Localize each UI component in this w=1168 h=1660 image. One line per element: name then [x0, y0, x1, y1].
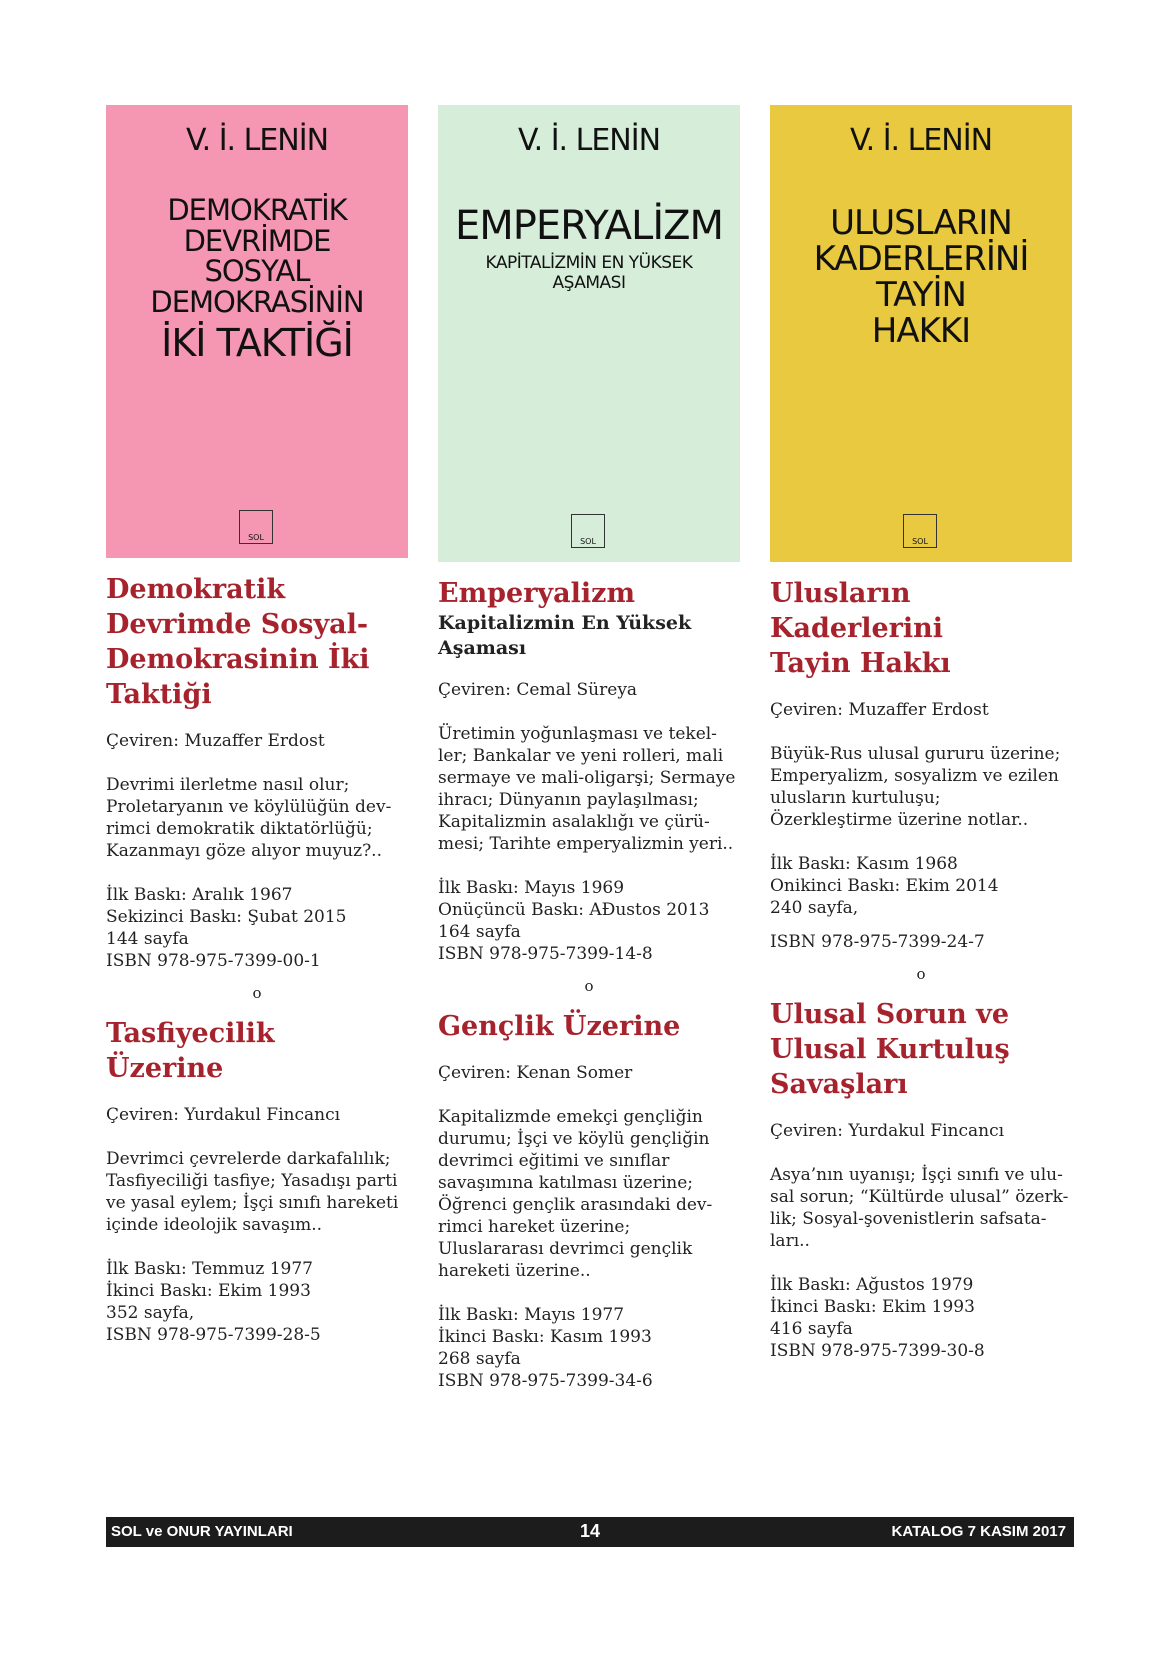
- book-title: Demokratik Devrimde Sosyal- Demokrasinin İki Taktiği: [106, 574, 370, 710]
- cover-subtitle: KAPİTALİZMİN EN YÜKSEK AŞAMASI: [485, 253, 693, 294]
- page-count: 416 sayfa: [770, 1319, 853, 1339]
- page-footer: [106, 1517, 1074, 1547]
- edition-info: [438, 1304, 740, 1392]
- book-cover-emperyalizm[interactable]: [438, 105, 740, 562]
- book-description: Kapitalizmde emekçi gençliğin durumu; İşçi ve köylü gençliğin devrimci eğitimi ve sınıflar savaşımına katılması üzerine; Öğrenci gençlik arasındaki dev- rimci hareket üzerine; Uluslararası devrimci gençlik hareketi üzerine..: [438, 1107, 713, 1281]
- column-3: [770, 105, 1072, 1362]
- book-description: Devrimi ilerletme nasıl olur; Proletaryanın ve köylülüğün dev- rimci demokratik diktatörlüğü; Kazanmayı göze alıyor muyuz?..: [106, 775, 392, 861]
- isbn: ISBN 978-975-7399-14-8: [438, 944, 653, 964]
- separator: o: [916, 965, 926, 983]
- page-count: 352 sayfa,: [106, 1303, 195, 1323]
- first-edition: İlk Baskı: Mayıs 1969: [438, 878, 625, 898]
- cover-author: V. İ. LENİN: [185, 123, 329, 158]
- isbn: ISBN 978-975-7399-00-1: [106, 951, 321, 971]
- cover-author: V. İ. LENİN: [517, 123, 661, 158]
- isbn: ISBN 978-975-7399-30-8: [770, 1341, 985, 1361]
- book-description: Asya’nın uyanışı; İşçi sınıfı ve ulu- sal sorun; “Kültürde ulusal” özerk- lik; Sosyal-şovenistlerin safsata- ları..: [770, 1165, 1069, 1251]
- book-title: Gençlik Üzerine: [438, 1011, 681, 1042]
- separator: o: [584, 977, 594, 995]
- column-1: [106, 105, 408, 1346]
- edition-info: [438, 877, 740, 965]
- page-count: 164 sayfa: [438, 922, 521, 942]
- translator: Çeviren: Muzaffer Erdost: [106, 731, 325, 751]
- book-title: Emperyalizm: [438, 578, 636, 609]
- catalog-date: KATALOG 7 KASIM 2017: [891, 1523, 1066, 1540]
- latest-edition: Sekizinci Baskı: Şubat 2015: [106, 907, 347, 927]
- first-edition: İlk Baskı: Kasım 1968: [770, 854, 958, 874]
- book-title: Ulusların Kaderlerini Tayin Hakkı: [770, 578, 951, 679]
- cover-title-big: İKİ TAKTİĞİ: [161, 321, 353, 365]
- cover-title: ULUSLARIN KADERLERİNİ TAYİN HAKKI: [813, 203, 1029, 352]
- book-description: Devrimci çevrelerde darkafalılık; Tasfiyeciliği tasfiye; Yasadışı parti ve yasal eylem; İşçi sınıfı hareketi içinde ideolojik savaşım..: [106, 1149, 399, 1235]
- isbn: ISBN 978-975-7399-34-6: [438, 1371, 653, 1391]
- page-count: 268 sayfa: [438, 1349, 521, 1369]
- book-description: Büyük-Rus ulusal gururu üzerine; Emperyalizm, sosyalizm ve ezilen ulusların kurtuluşu; Özerkleştirme üzerine notlar..: [770, 744, 1061, 830]
- edition-info: [770, 1274, 1072, 1362]
- latest-edition: Onikinci Baskı: Ekim 2014: [770, 876, 999, 896]
- edition-info: [770, 853, 1072, 953]
- latest-edition: İkinci Baskı: Ekim 1993: [770, 1297, 975, 1317]
- page-number: 14: [579, 1521, 601, 1541]
- separator: o: [252, 984, 262, 1002]
- book-subtitle: Kapitalizmin En Yüksek Aşaması: [438, 612, 692, 659]
- book-cover-iki-taktik[interactable]: [106, 105, 408, 558]
- first-edition: İlk Baskı: Temmuz 1977: [106, 1259, 313, 1279]
- column-2: [438, 105, 740, 1392]
- isbn: ISBN 978-975-7399-28-5: [106, 1325, 321, 1345]
- first-edition: İlk Baskı: Aralık 1967: [106, 885, 293, 905]
- publisher-logo: SOL: [903, 514, 937, 548]
- book-title: Ulusal Sorun ve Ulusal Kurtuluş Savaşları: [770, 999, 1010, 1100]
- cover-title: DEMOKRATİK DEVRİMDE SOSYAL DEMOKRASİNİN: [150, 193, 364, 320]
- cover-author: V. İ. LENİN: [849, 123, 993, 158]
- translator: Çeviren: Muzaffer Erdost: [770, 700, 989, 720]
- translator: Çeviren: Yurdakul Fincancı: [770, 1121, 1005, 1141]
- page-count: 144 sayfa: [106, 929, 189, 949]
- latest-edition: Onüçüncü Baskı: AĐustos 2013: [438, 900, 710, 920]
- book-title: Tasfiyecilik Üzerine: [106, 1018, 275, 1084]
- publisher-logo: SOL: [571, 514, 605, 548]
- cover-title: EMPERYALİZM: [454, 203, 724, 249]
- publisher-name: SOL ve ONUR YAYINLARI: [111, 1523, 293, 1540]
- book-description: Üretimin yoğunlaşması ve tekel- ler; Bankalar ve yeni rolleri, mali sermaye ve mali-oligarşi; Sermaye ihracı; Dünyanın paylaşılması; Kapitalizmin asalaklığı ve çürü- mesi; Tarihte emperyalizmin yeri..: [438, 724, 736, 854]
- book-cover-uluslarin-kaderleri[interactable]: [770, 105, 1072, 562]
- latest-edition: İkinci Baskı: Ekim 1993: [106, 1281, 311, 1301]
- isbn: ISBN 978-975-7399-24-7: [770, 932, 985, 952]
- publisher-logo: SOL: [239, 510, 273, 544]
- first-edition: İlk Baskı: Ağustos 1979: [770, 1275, 974, 1295]
- first-edition: İlk Baskı: Mayıs 1977: [438, 1305, 625, 1325]
- edition-info: [106, 1258, 408, 1346]
- latest-edition: İkinci Baskı: Kasım 1993: [438, 1327, 652, 1347]
- page-count: 240 sayfa,: [770, 898, 859, 918]
- edition-info: [106, 884, 408, 972]
- translator: Çeviren: Cemal Süreya: [438, 680, 638, 700]
- translator: Çeviren: Yurdakul Fincancı: [106, 1105, 341, 1125]
- translator: Çeviren: Kenan Somer: [438, 1063, 633, 1083]
